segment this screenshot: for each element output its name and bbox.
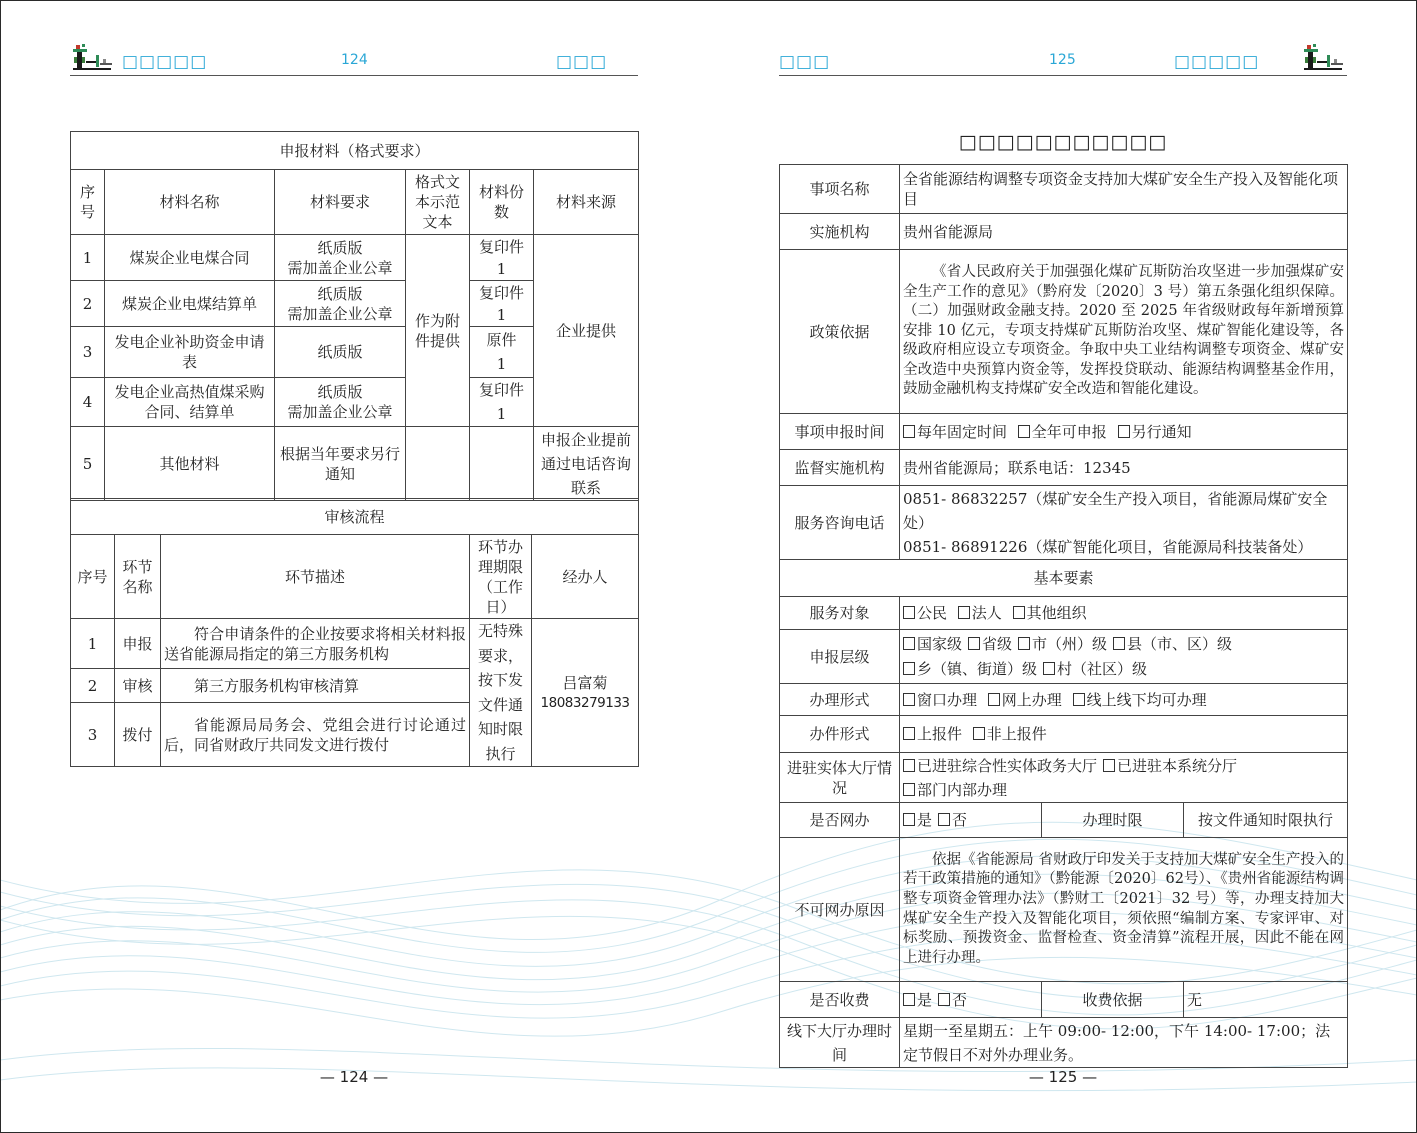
checkbox[interactable] (1043, 662, 1055, 675)
consult-phones (900, 486, 1348, 560)
material-source: 申报企业提前通过电话咨询联系 (534, 427, 639, 501)
col-header: 材料名称 (105, 170, 275, 235)
step-description: 符合申请条件的企业按要求将相关材料报送省能源局指定的第三方服务机构 (161, 619, 470, 669)
handler-name: 吕富菊 (562, 673, 608, 692)
option-label: 每年固定时间 (917, 422, 1008, 441)
header-section-title: □□□□□ (1174, 52, 1260, 72)
emblem-icon (1301, 43, 1345, 73)
table-row (71, 235, 639, 281)
checkbox[interactable] (988, 693, 1000, 706)
step-name: 申报 (115, 619, 161, 669)
col-header: 环节描述 (161, 535, 470, 619)
col-header: 材料要求 (275, 170, 406, 235)
checkbox[interactable] (1103, 759, 1115, 772)
doc-form-options (900, 716, 1348, 753)
table-row (71, 619, 639, 669)
table-row (780, 414, 1348, 450)
checkbox[interactable] (1013, 606, 1025, 619)
option-label: 网上办理 (1001, 690, 1062, 709)
checkbox[interactable] (1018, 637, 1030, 650)
material-requirement: 纸质版 需加盖企业公章 (275, 281, 406, 327)
table-row (780, 486, 1348, 560)
step-number: 3 (71, 703, 115, 767)
row-label: 监督实施机构 (780, 450, 900, 486)
consult-phone-line: 0851- 86832257（煤矿安全生产投入项目，省能源局煤矿安全处） (903, 489, 1328, 532)
online-options (900, 803, 1042, 838)
offline-reason-value: 依据《省能源局 省财政厅印发关于支持加大煤矿安全生产投入的若干政策措施的通知》（黔能源〔2020〕62号）、《贵州省能源结构调整专项资金管理办法》（黔财工〔2021〕32 号）等，办理支持加大煤矿安全生产投入及智能化项目，须依照“编制方案、专家评审、对标奖励、预拨资金、监督检查、资金清算”流程开展，因此不能在网上进行办理。 (900, 838, 1348, 982)
table-row (780, 803, 1348, 838)
supervision-value: 贵州省能源局；联系电话：12345 (900, 450, 1348, 486)
process-table (70, 498, 639, 767)
material-requirement: 纸质版 (275, 327, 406, 378)
checkbox[interactable] (903, 637, 915, 650)
step-number: 2 (71, 669, 115, 703)
material-name: 发电企业高热值煤采购合同、结算单 (105, 378, 275, 427)
row-number: 3 (71, 327, 105, 378)
page-footer-number: — 125 — (1028, 1068, 1098, 1086)
checkbox[interactable] (903, 662, 915, 675)
option-label: 是 (917, 990, 933, 1009)
material-copies: 复印件 1 (470, 235, 534, 281)
table-row (71, 427, 639, 501)
row-number: 5 (71, 427, 105, 501)
right-page-header (779, 40, 1347, 76)
checkbox[interactable] (903, 606, 915, 619)
checkbox[interactable] (958, 606, 970, 619)
material-name: 煤炭企业电煤结算单 (105, 281, 275, 327)
row-label: 办理时限 (1042, 803, 1184, 838)
deadline-value: 按文件通知时限执行 (1184, 803, 1348, 838)
checkbox[interactable] (1113, 637, 1125, 650)
material-format (406, 427, 470, 501)
format-merged-cell: 作为附件提供 (406, 235, 470, 427)
basic-elements-title: 基本要素 (780, 560, 1348, 597)
table-row (780, 597, 1348, 630)
table-row (780, 716, 1348, 753)
header-right-title: □□□ (556, 52, 608, 72)
row-number: 1 (71, 235, 105, 281)
level-options (900, 630, 1348, 684)
material-copies: 原件 1 (470, 327, 534, 378)
material-name: 其他材料 (105, 427, 275, 501)
row-label: 进驻实体大厅情况 (780, 753, 900, 803)
checkbox[interactable] (1073, 693, 1085, 706)
left-page (70, 0, 638, 1133)
table-row (780, 982, 1348, 1018)
option-label: 其他组织 (1026, 604, 1087, 622)
checkbox[interactable] (1018, 425, 1030, 438)
material-requirement: 纸质版 需加盖企业公章 (275, 235, 406, 281)
deadline-merged-cell: 无特殊要求，按下发文件通知时限执行 (470, 619, 532, 767)
checkbox[interactable] (938, 813, 950, 826)
source-merged-cell: 企业提供 (534, 235, 639, 427)
materials-table (70, 131, 639, 501)
option-label: 线上线下均可办理 (1086, 690, 1207, 709)
material-requirement: 根据当年要求另行通知 (275, 427, 406, 501)
checkbox[interactable] (968, 637, 980, 650)
table-row (780, 250, 1348, 414)
consult-phone-line: 0851- 86891226（煤矿智能化项目，省能源局科技装备处） (903, 537, 1313, 556)
table-row (780, 753, 1348, 803)
handler-phone: 18083279133 (540, 694, 630, 711)
material-name: 煤炭企业电煤合同 (105, 235, 275, 281)
option-label: 非上报件 (986, 725, 1047, 743)
fee-basis-value: 无 (1184, 982, 1348, 1018)
row-label: 服务咨询电话 (780, 486, 900, 560)
row-label: 事项申报时间 (780, 414, 900, 450)
row-label: 是否网办 (780, 803, 900, 838)
row-label: 线下大厅办理时间 (780, 1018, 900, 1068)
col-header: 序号 (71, 535, 115, 619)
fee-options (900, 982, 1042, 1018)
row-label: 不可网办原因 (780, 838, 900, 982)
table-row (780, 838, 1348, 982)
checkbox[interactable] (973, 727, 985, 740)
row-label: 申报层级 (780, 630, 900, 684)
material-name: 发电企业补助资金申请表 (105, 327, 275, 378)
checkbox[interactable] (903, 727, 915, 740)
checkbox[interactable] (903, 783, 915, 796)
checkbox[interactable] (903, 993, 915, 1006)
agency-value: 贵州省能源局 (900, 214, 1348, 250)
option-label: 乡（镇、街道）级 (917, 659, 1038, 678)
table-row (780, 630, 1348, 684)
col-header: 格式文本示范文本 (406, 170, 470, 235)
option-label: 村（社区）级 (1057, 659, 1148, 678)
option-label: 已进驻本系统分厅 (1117, 756, 1238, 775)
page-footer-number: — 124 — (319, 1068, 389, 1086)
table-row (780, 1018, 1348, 1068)
option-label: 法人 (971, 604, 1002, 622)
table-row (780, 684, 1348, 716)
hall-options (900, 753, 1348, 803)
table-row (780, 450, 1348, 486)
col-header: 材料份数 (470, 170, 534, 235)
item-info-table (779, 164, 1348, 1068)
row-label: 办理形式 (780, 684, 900, 716)
header-page-number: 125 (1049, 52, 1076, 68)
row-label: 收费依据 (1042, 982, 1184, 1018)
option-label: 否 (952, 990, 968, 1009)
option-label: 部门内部办理 (917, 780, 1008, 799)
row-label: 事项名称 (780, 165, 900, 214)
col-header: 经办人 (532, 535, 639, 619)
item-name-value: 全省能源结构调整专项资金支持加大煤矿安全生产投入及智能化项目 (900, 165, 1348, 214)
col-header: 材料来源 (534, 170, 639, 235)
apply-time-options (900, 414, 1348, 450)
form-options (900, 684, 1348, 716)
table-row (780, 214, 1348, 250)
checkbox[interactable] (903, 813, 915, 826)
option-label: 市（州）级 (1032, 634, 1108, 653)
col-header: 环节办理期限（工作日） (470, 535, 532, 619)
materials-title: 申报材料（格式要求） (71, 132, 639, 170)
col-header: 序号 (71, 170, 105, 235)
option-label: 公民 (917, 604, 948, 622)
option-label: 县（市、区）级 (1127, 634, 1233, 653)
row-label: 政策依据 (780, 250, 900, 414)
step-description: 第三方服务机构审核清算 (161, 669, 470, 703)
option-label: 另行通知 (1131, 422, 1192, 441)
option-label: 全年可申报 (1031, 422, 1107, 441)
option-label: 上报件 (917, 725, 963, 743)
checkbox[interactable] (938, 993, 950, 1006)
row-label: 服务对象 (780, 597, 900, 630)
header-left-title: □□□ (779, 52, 831, 72)
header-section-title: □□□□□ (122, 52, 208, 72)
row-number: 2 (71, 281, 105, 327)
handler-cell (532, 619, 639, 767)
checkbox[interactable] (903, 693, 915, 706)
step-number: 1 (71, 619, 115, 669)
document-title: □□□□□□□□□□□ (958, 131, 1168, 153)
option-label: 是 (917, 811, 933, 829)
emblem-icon (70, 43, 114, 73)
option-label: 国家级 (917, 634, 963, 653)
checkbox[interactable] (903, 759, 915, 772)
material-requirement: 纸质版 需加盖企业公章 (275, 378, 406, 427)
option-label: 窗口办理 (917, 690, 978, 709)
step-name: 拨付 (115, 703, 161, 767)
option-label: 否 (952, 811, 968, 829)
header-page-number: 124 (341, 52, 368, 68)
row-label: 办件形式 (780, 716, 900, 753)
material-copies (470, 427, 534, 501)
table-row (780, 165, 1348, 214)
hall-hours-value: 星期一至星期五：上午 09:00- 12:00，下午 14:00- 17:00；法定节假日不对外办理业务。 (900, 1018, 1348, 1068)
policy-basis-value: 《省人民政府关于加强强化煤矿瓦斯防治攻坚进一步加强煤矿安全生产工作的意见》（黔府发〔2020〕3 号）第五条强化组织保障。（二）加强财政金融支持。2020 至 2025 年省级财政每年新增预算安排 10 亿元，专项支持煤矿瓦斯防治攻坚、煤矿智能化建设等，各级政府相应设立专项资金。争取中央工业结构调整专项资金、煤矿安全改造中央预算内资金等，发挥投贷联动、能源结构调整基金作用，鼓励金融机构支持煤矿安全改造和智能化建设。 (900, 250, 1348, 414)
row-label: 实施机构 (780, 214, 900, 250)
left-page-header (70, 40, 638, 76)
row-number: 4 (71, 378, 105, 427)
material-copies: 复印件 1 (470, 281, 534, 327)
target-options (900, 597, 1348, 630)
step-description: 省能源局局务会、党组会进行讨论通过后，同省财政厅共同发文进行拨付 (161, 703, 470, 767)
col-header: 环节名称 (115, 535, 161, 619)
right-page (779, 0, 1347, 1133)
option-label: 省级 (982, 634, 1013, 653)
option-label: 已进驻综合性实体政务大厅 (917, 756, 1098, 775)
process-title: 审核流程 (71, 499, 639, 535)
step-name: 审核 (115, 669, 161, 703)
checkbox[interactable] (903, 425, 915, 438)
checkbox[interactable] (1118, 425, 1130, 438)
material-copies: 复印件 1 (470, 378, 534, 427)
row-label: 是否收费 (780, 982, 900, 1018)
